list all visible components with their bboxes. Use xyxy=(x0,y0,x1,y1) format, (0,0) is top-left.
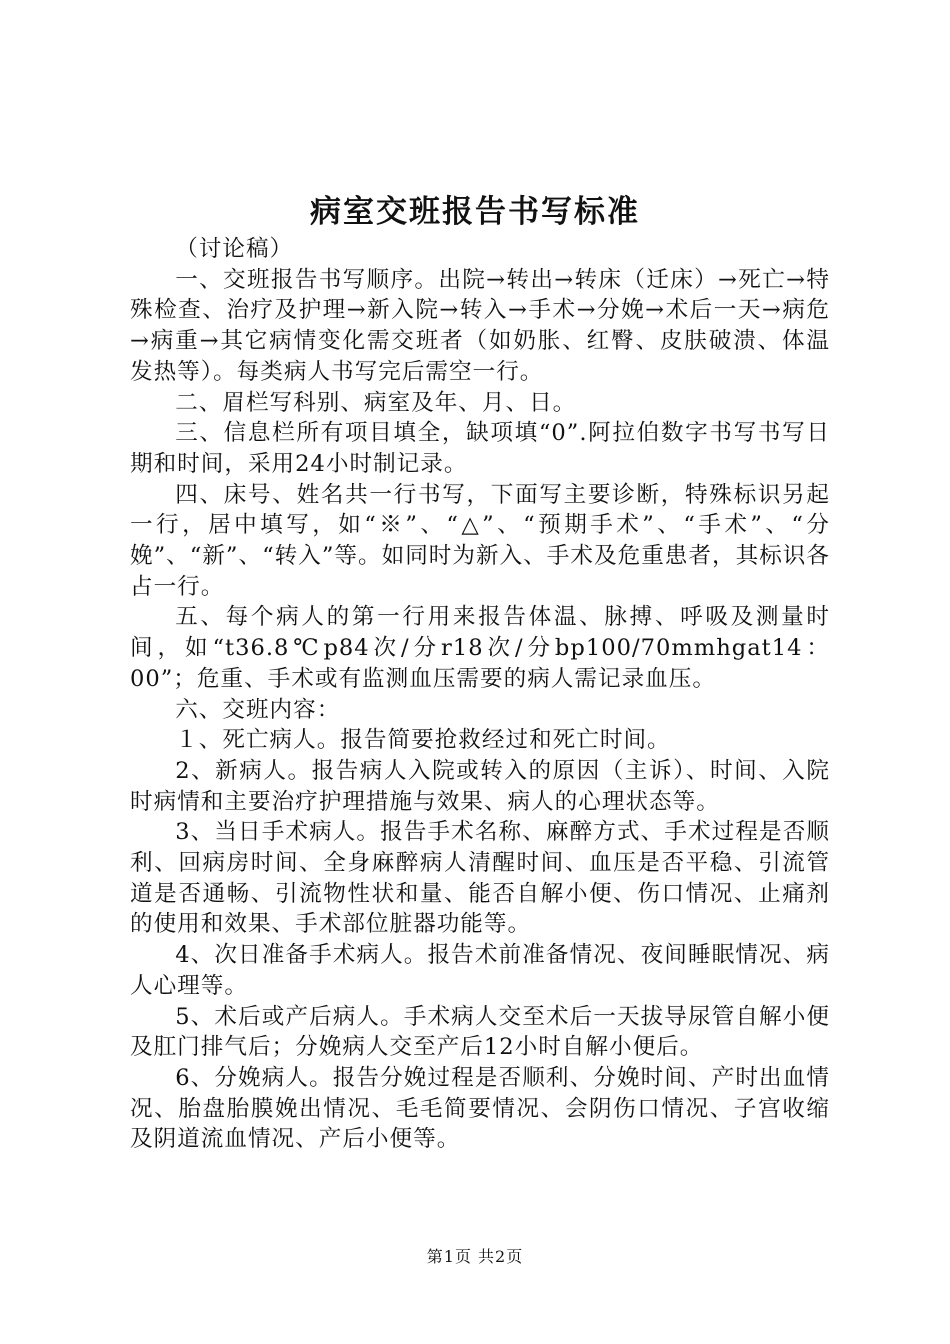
paragraph-12: 6、分娩病人。报告分娩过程是否顺利、分娩时间、产时出血情况、胎盘胎膜娩出情况、毛毛简要情况、会阴伤口情况、子宫收缩及阴道流血情况、产后小便等。 xyxy=(130,1064,830,1153)
paragraph-5: 五、每个病人的第一行用来报告体温、脉搏、呼吸及测量时间，如“t36.8℃p84次/分r18次/分bp100/70mmhgat14：00”；危重、手术或有监测血压需要的病人需记录血压。 xyxy=(130,604,830,692)
paragraph-7: １、死亡病人。报告简要抢救经过和死亡时间。 xyxy=(175,727,671,754)
paragraph-8: 2、新病人。报告病人入院或转入的原因（主诉）、时间、入院时病情和主要治疗护理措施与效果、病人的心理状态等。 xyxy=(130,757,830,815)
page-number: 第1页 共2页 xyxy=(426,1247,524,1266)
paragraph-6: 六、交班内容： xyxy=(175,696,341,723)
paragraph-10: 4、次日准备手术病人。报告术前准备情况、夜间睡眠情况、病人心理等。 xyxy=(130,942,830,999)
document-title: 病室交班报告书写标准 xyxy=(310,194,640,230)
paragraph-2: 二、眉栏写科别、病室及年、月、日。 xyxy=(175,389,577,416)
paragraph-4: 四、床号、姓名共一行书写，下面写主要诊断，特殊标识另起一行，居中填写，如“※”、“△”、“预期手术”、“手术”、“分娩”、“新”、“转入”等。如同时为新入、手术及危重患者，其标识各占一行。 xyxy=(130,481,830,600)
document-body xyxy=(130,234,830,1155)
paragraph-11: 5、术后或产后病人。手术病人交至术后一天拔导尿管自解小便及肛门排气后；分娩病人交至产后12小时自解小便后。 xyxy=(130,1003,830,1061)
draft-note: （讨论稿） xyxy=(175,236,294,262)
paragraph-9: 3、当日手术病人。报告手术名称、麻醉方式、手术过程是否顺利、回病房时间、全身麻醉病人清醒时间、血压是否平稳、引流管道是否通畅、引流物性状和量、能否自解小便、伤口情况、止痛剂的使用和效果、手术部位脏器功能等。 xyxy=(130,819,830,938)
paragraph-1: 一、交班报告书写顺序。出院→转出→转床（迁床）→死亡→特殊检查、治疗及护理→新入院→转入→手术→分娩→术后一天→病危→病重→其它病情变化需交班者（如奶胀、红臀、皮肤破溃、体温发热等）。每类病人书写完后需空一行。 xyxy=(130,266,830,385)
paragraph-3: 三、信息栏所有项目填全，缺项填“0”.阿拉伯数字书写书写日期和时间，采用24小时制记录。 xyxy=(130,420,830,477)
